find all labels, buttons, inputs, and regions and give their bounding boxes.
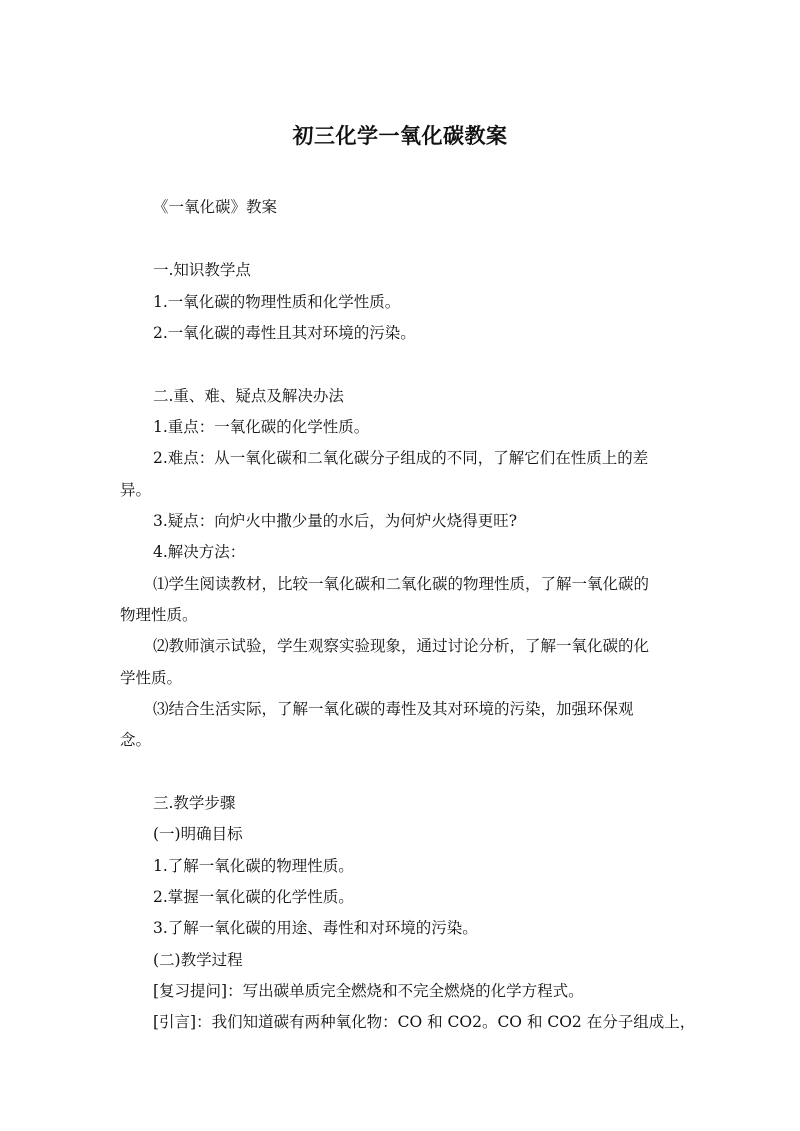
key-point-difficulty-continued: 异。 (120, 481, 152, 499)
solution-method-continued: 学性质。 (120, 669, 183, 687)
document-title: 初三化学一氧化碳教案 (292, 124, 508, 148)
goal-item: 1.了解一氧化碳的物理性质。 (153, 857, 354, 875)
section-heading-steps: 三.教学步骤 (153, 794, 236, 812)
section-heading-knowledge: 一.知识教学点 (153, 261, 251, 279)
process-heading: (二)教学过程 (153, 951, 243, 969)
solution-method: ⑶结合生活实际，了解一氧化碳的毒性及其对环境的污染，加强环保观 (153, 700, 634, 718)
goal-heading: (一)明确目标 (153, 825, 243, 843)
key-point-solution-heading: 4.解决方法： (153, 543, 246, 561)
solution-method: ⑵教师演示试验，学生观察实验现象，通过讨论分析，了解一氧化碳的化 (153, 637, 650, 655)
solution-method-continued: 念。 (120, 731, 152, 749)
key-point-difficulty: 2.难点：从一氧化碳和二氧化碳分子组成的不同，了解它们在性质上的差 (153, 449, 649, 467)
goal-item: 2.掌握一氧化碳的化学性质。 (153, 888, 354, 906)
knowledge-item: 1.一氧化碳的物理性质和化学性质。 (153, 293, 401, 311)
review-question: [复习提问]：写出碳单质完全燃烧和不完全燃烧的化学方程式。 (153, 982, 584, 1000)
document-subtitle: 《一氧化碳》教案 (153, 198, 278, 216)
knowledge-item: 2.一氧化碳的毒性且其对环境的污染。 (153, 324, 416, 342)
goal-item: 3.了解一氧化碳的用途、毒性和对环境的污染。 (153, 919, 478, 937)
section-heading-key-points: 二.重、难、疑点及解决办法 (153, 387, 344, 405)
key-point-focus: 1.重点：一氧化碳的化学性质。 (153, 418, 370, 436)
solution-method: ⑴学生阅读教材，比较一氧化碳和二氧化碳的物理性质，了解一氧化碳的 (153, 575, 650, 593)
introduction-text: [引言]：我们知道碳有两种氧化物：CO 和 CO2。CO 和 CO2 在分子组成上， (153, 1013, 696, 1031)
solution-method-continued: 物理性质。 (120, 606, 198, 624)
key-point-doubt: 3.疑点：向炉火中撒少量的水后，为何炉火烧得更旺? (153, 512, 518, 530)
